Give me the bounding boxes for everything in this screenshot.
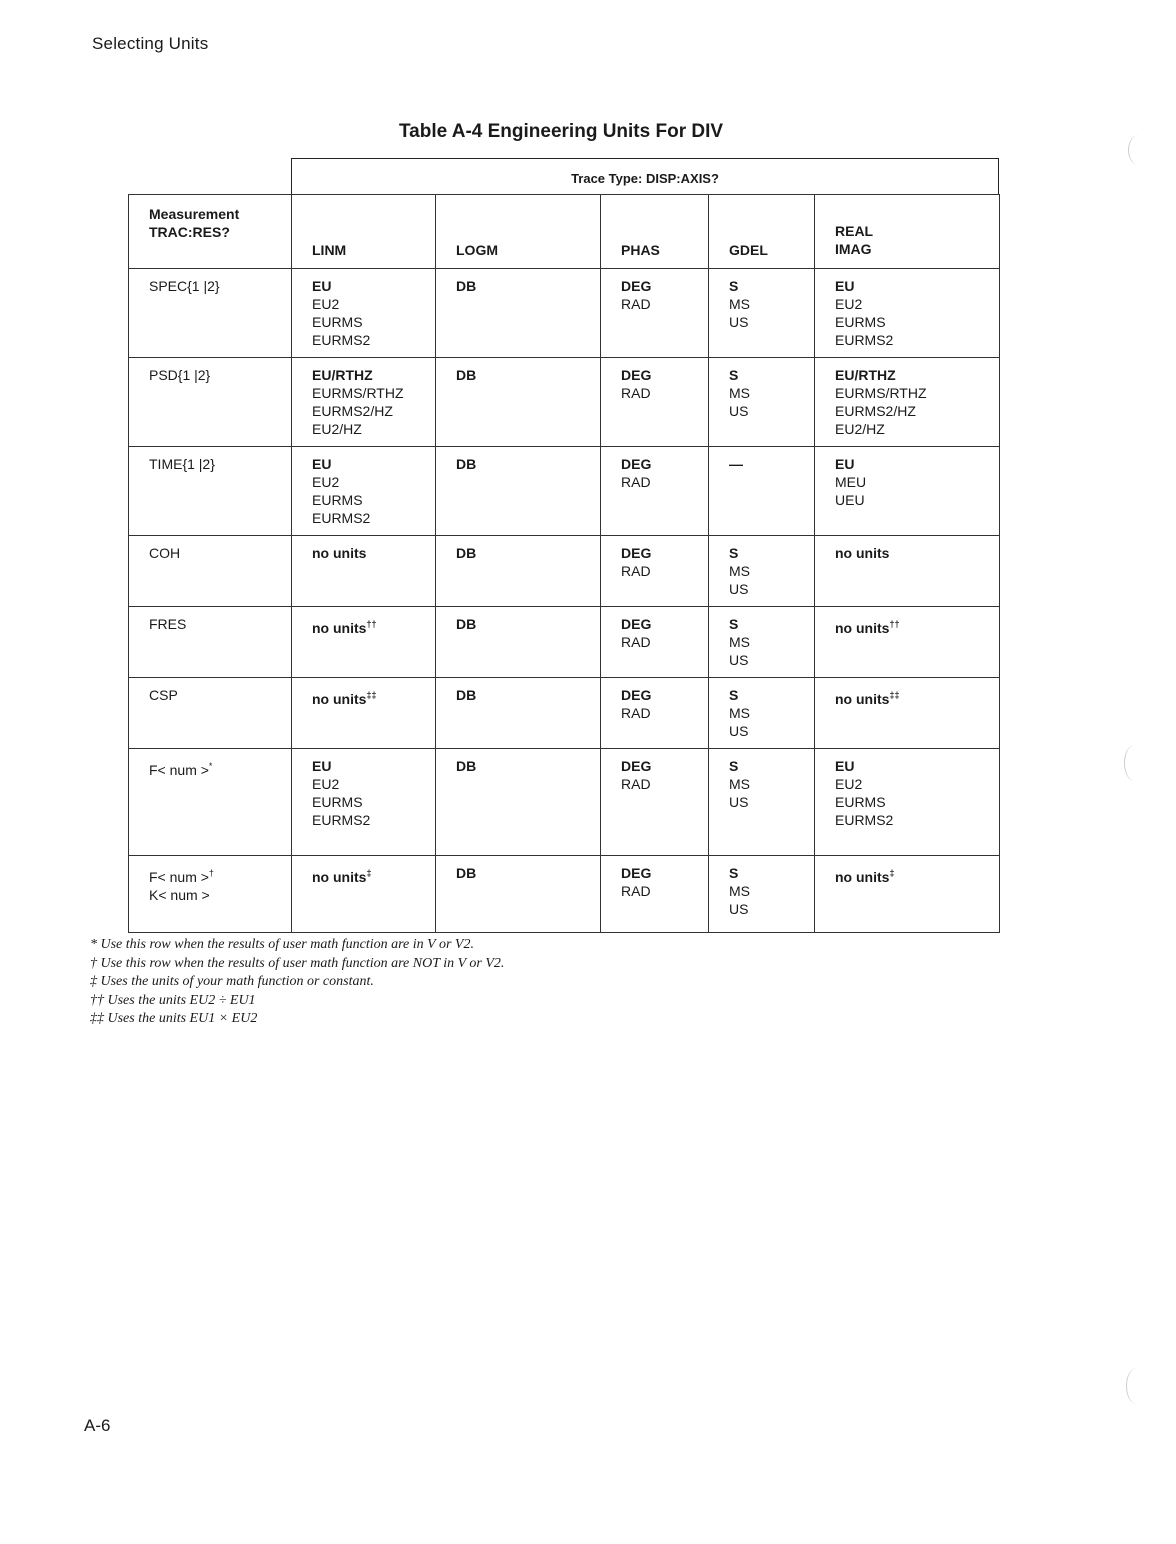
- cell-value: MS: [729, 385, 750, 401]
- cell-value: no units: [312, 545, 367, 561]
- cell-value: EU2: [312, 776, 340, 792]
- cell-value: SPEC{1 |2}: [149, 278, 220, 294]
- cell-value: no units: [835, 545, 890, 561]
- table-row: [129, 856, 1000, 933]
- cell-value: CSP: [149, 687, 178, 703]
- cell-linm: [292, 536, 436, 607]
- cell-value: EURMS: [835, 794, 886, 810]
- cell-value: EU2: [835, 296, 863, 312]
- cell-value: F< num >†: [149, 868, 214, 885]
- cell-value: MS: [729, 705, 750, 721]
- cell-value: UEU: [835, 492, 865, 508]
- footnote-marker: ‡‡: [889, 690, 900, 700]
- row-label: [129, 749, 292, 856]
- cell-value: DB: [456, 367, 477, 383]
- cell-logm: [436, 447, 601, 536]
- cell-value: RAD: [621, 883, 651, 899]
- cell-value: EU2: [835, 776, 863, 792]
- cell-value: DB: [456, 865, 477, 881]
- footnote-marker: †: [208, 868, 214, 878]
- cell-linm: [292, 856, 436, 933]
- row-label: [129, 269, 292, 358]
- cell-phas: [601, 447, 709, 536]
- cell-value: RAD: [621, 776, 651, 792]
- cell-real-imag: [815, 269, 1000, 358]
- footnote: †† Uses the units EU2 ÷ EU1: [90, 992, 256, 1008]
- cell-value: FRES: [149, 616, 187, 632]
- footnote-marker: ††: [889, 619, 900, 629]
- cell-value: COH: [149, 545, 181, 561]
- table-row: [129, 536, 1000, 607]
- cell-value: EURMS2/HZ: [312, 403, 393, 419]
- running-header: Selecting Units: [92, 34, 209, 53]
- cell-value: DEG: [621, 456, 652, 472]
- cell-value: EURMS: [312, 492, 363, 508]
- cell-linm: [292, 607, 436, 678]
- cell-value: US: [729, 581, 749, 597]
- column-header-logm: LOGM: [436, 195, 601, 269]
- cell-value: TIME{1 |2}: [149, 456, 215, 472]
- cell-value: RAD: [621, 634, 651, 650]
- footnote-marker: ‡: [366, 868, 372, 878]
- cell-value: DB: [456, 687, 477, 703]
- cell-value: DEG: [621, 758, 652, 774]
- cell-logm: [436, 749, 601, 856]
- cell-gdel: [709, 856, 815, 933]
- cell-gdel: [709, 749, 815, 856]
- cell-value: EURMS2: [312, 332, 371, 348]
- cell-value: EURMS: [835, 314, 886, 330]
- cell-phas: [601, 678, 709, 749]
- cell-value: US: [729, 652, 749, 668]
- cell-value: S: [729, 616, 739, 632]
- cell-value: DEG: [621, 545, 652, 561]
- cell-value: US: [729, 794, 749, 810]
- cell-logm: [436, 536, 601, 607]
- cell-gdel: [709, 678, 815, 749]
- cell-logm: [436, 678, 601, 749]
- cell-value: DEG: [621, 278, 652, 294]
- footnote-marker: ‡‡: [366, 690, 377, 700]
- cell-logm: [436, 856, 601, 933]
- cell-value: DB: [456, 278, 477, 294]
- cell-phas: [601, 358, 709, 447]
- cell-value: EU: [835, 456, 855, 472]
- cell-real-imag: [815, 536, 1000, 607]
- cell-value: EU/RTHZ: [312, 367, 373, 383]
- table-row: [129, 607, 1000, 678]
- cell-real-imag: [815, 607, 1000, 678]
- cell-value: no units††: [835, 619, 900, 636]
- cell-gdel: [709, 447, 815, 536]
- cell-value: S: [729, 687, 739, 703]
- cell-phas: [601, 749, 709, 856]
- cell-value: S: [729, 758, 739, 774]
- cell-real-imag: [815, 678, 1000, 749]
- column-header-linm: LINM: [292, 195, 436, 269]
- cell-value: US: [729, 403, 749, 419]
- row-label: [129, 536, 292, 607]
- cell-value: EU: [835, 758, 855, 774]
- cell-phas: [601, 607, 709, 678]
- column-header-phas: PHAS: [601, 195, 709, 269]
- footnote-marker: *: [208, 761, 213, 771]
- scan-artifact: [1128, 135, 1149, 165]
- footnote: * Use this row when the results of user math function are in V or V2.: [90, 937, 474, 952]
- table-row: [129, 749, 1000, 856]
- cell-real-imag: [815, 447, 1000, 536]
- cell-value: RAD: [621, 705, 651, 721]
- engineering-units-table: [128, 194, 1000, 933]
- cell-value: S: [729, 278, 739, 294]
- cell-value: EURMS2: [835, 332, 894, 348]
- cell-value: DB: [456, 456, 477, 472]
- cell-value: DEG: [621, 865, 652, 881]
- cell-value: DEG: [621, 616, 652, 632]
- cell-value: RAD: [621, 385, 651, 401]
- cell-value: EU2/HZ: [835, 421, 885, 437]
- cell-phas: [601, 536, 709, 607]
- cell-value: F< num >*: [149, 761, 213, 778]
- page-number: A-6: [84, 1416, 111, 1435]
- cell-value: S: [729, 545, 739, 561]
- table-row: [129, 269, 1000, 358]
- cell-gdel: [709, 536, 815, 607]
- cell-value: EURMS/RTHZ: [835, 385, 927, 401]
- cell-value: K< num >: [149, 887, 210, 903]
- cell-real-imag: [815, 358, 1000, 447]
- cell-real-imag: [815, 856, 1000, 933]
- table-body: [129, 269, 1000, 933]
- cell-linm: [292, 447, 436, 536]
- cell-value: US: [729, 314, 749, 330]
- cell-value: US: [729, 723, 749, 739]
- cell-value: EURMS: [312, 314, 363, 330]
- cell-value: —: [729, 456, 743, 472]
- cell-value: no units‡: [835, 868, 895, 885]
- cell-value: MS: [729, 296, 750, 312]
- cell-real-imag: [815, 749, 1000, 856]
- cell-value: RAD: [621, 474, 651, 490]
- footnote-marker: ††: [366, 619, 377, 629]
- footnote: † Use this row when the results of user math function are NOT in V or V2.: [90, 955, 505, 971]
- cell-value: S: [729, 367, 739, 383]
- footnote: ‡‡ Uses the units EU1 × EU2: [90, 1011, 258, 1026]
- cell-gdel: [709, 358, 815, 447]
- cell-logm: [436, 607, 601, 678]
- table-row: [129, 358, 1000, 447]
- cell-value: EURMS: [312, 794, 363, 810]
- cell-value: EU2/HZ: [312, 421, 362, 437]
- cell-value: US: [729, 901, 749, 917]
- footnote: ‡ Uses the units of your math function or constant.: [90, 974, 374, 989]
- footnote-marker: ‡: [889, 868, 895, 878]
- cell-gdel: [709, 607, 815, 678]
- cell-linm: [292, 678, 436, 749]
- cell-linm: [292, 358, 436, 447]
- column-header-measurement: Measurement TRAC:RES?: [129, 195, 292, 269]
- cell-value: MS: [729, 776, 750, 792]
- scan-artifact: [1124, 745, 1145, 781]
- cell-value: EU2: [312, 296, 340, 312]
- cell-value: PSD{1 |2}: [149, 367, 211, 383]
- cell-phas: [601, 856, 709, 933]
- cell-value: RAD: [621, 563, 651, 579]
- cell-value: EU: [312, 758, 332, 774]
- cell-value: DB: [456, 758, 477, 774]
- cell-gdel: [709, 269, 815, 358]
- cell-value: DEG: [621, 687, 652, 703]
- cell-value: EU: [312, 278, 332, 294]
- cell-value: EU2: [312, 474, 340, 490]
- cell-value: EU/RTHZ: [835, 367, 896, 383]
- cell-value: MS: [729, 563, 750, 579]
- cell-linm: [292, 749, 436, 856]
- cell-value: MS: [729, 634, 750, 650]
- row-label: [129, 678, 292, 749]
- row-label: [129, 358, 292, 447]
- table-row: [129, 447, 1000, 536]
- cell-value: no units‡‡: [835, 690, 900, 707]
- trace-type-header: Trace Type: DISP:AXIS?: [291, 158, 999, 194]
- row-label: [129, 447, 292, 536]
- cell-value: EURMS2: [835, 812, 894, 828]
- cell-logm: [436, 358, 601, 447]
- cell-value: DB: [456, 616, 477, 632]
- cell-value: MS: [729, 883, 750, 899]
- row-label: [129, 607, 292, 678]
- cell-value: EURMS2: [312, 812, 371, 828]
- cell-logm: [436, 269, 601, 358]
- cell-value: DB: [456, 545, 477, 561]
- table-title: Table A-4 Engineering Units For DIV: [398, 121, 724, 142]
- cell-value: EU: [835, 278, 855, 294]
- column-header-real-imag: REAL IMAG: [815, 195, 1000, 269]
- row-label: [129, 856, 292, 933]
- cell-linm: [292, 269, 436, 358]
- cell-value: no units‡: [312, 868, 372, 885]
- cell-value: S: [729, 865, 739, 881]
- cell-value: EU: [312, 456, 332, 472]
- table-header-row: [129, 195, 1000, 269]
- cell-value: RAD: [621, 296, 651, 312]
- table-row: [129, 678, 1000, 749]
- cell-value: EURMS2: [312, 510, 371, 526]
- cell-phas: [601, 269, 709, 358]
- cell-value: MEU: [835, 474, 867, 490]
- footnotes: [90, 936, 504, 1029]
- cell-value: no units‡‡: [312, 690, 377, 707]
- cell-value: DEG: [621, 367, 652, 383]
- cell-value: no units††: [312, 619, 377, 636]
- cell-value: EURMS2/HZ: [835, 403, 916, 419]
- cell-value: EURMS/RTHZ: [312, 385, 404, 401]
- scan-artifact: [1126, 1368, 1147, 1404]
- column-header-gdel: GDEL: [709, 195, 815, 269]
